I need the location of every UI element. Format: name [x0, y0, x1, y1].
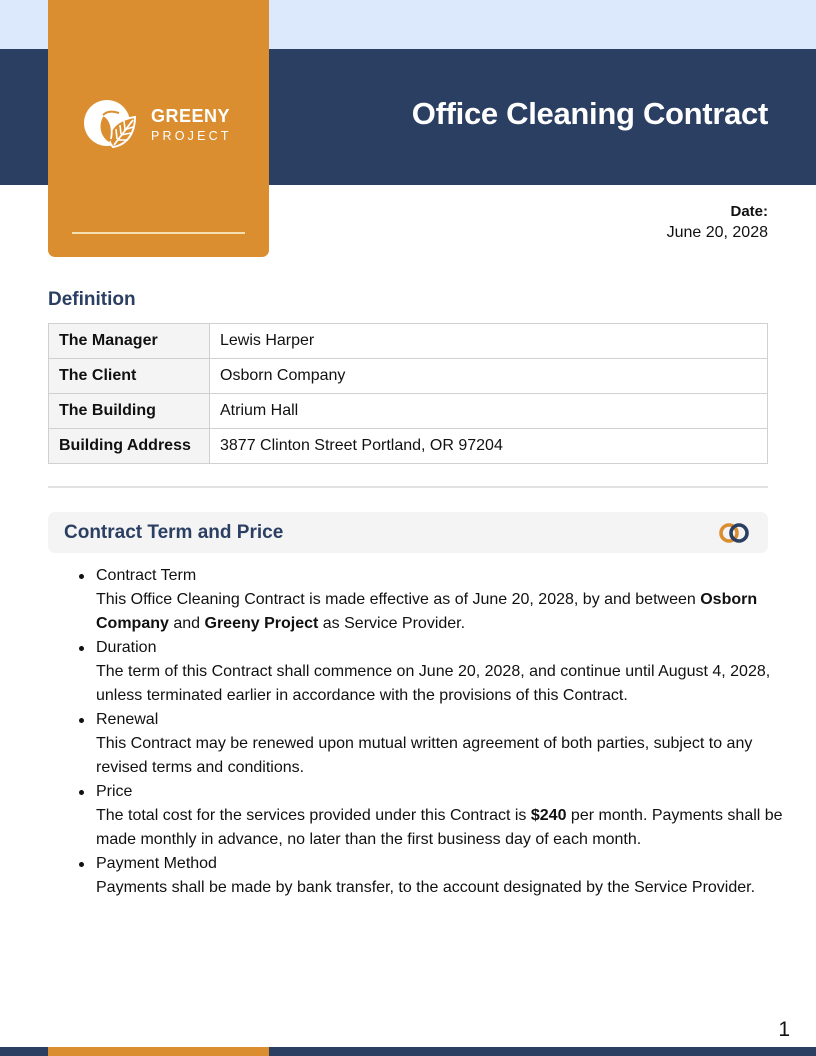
list-item [96, 708, 796, 780]
term-body [96, 876, 796, 900]
term-body [96, 732, 796, 780]
row-key: The Client [49, 359, 210, 394]
list-item [96, 636, 796, 708]
table-row [49, 324, 768, 359]
list-item [96, 852, 796, 900]
logo-name: GREENY [151, 106, 231, 126]
term-text: Payments shall be made by bank transfer, to the account designated by the Service Provider. [96, 879, 756, 896]
term-title: Price [96, 783, 133, 800]
term-text: The total cost for the services provided under this Contract is [96, 807, 531, 824]
row-key: The Manager [49, 324, 210, 359]
table-row [49, 359, 768, 394]
interlocking-rings-icon [718, 522, 752, 544]
row-value: Lewis Harper [210, 324, 768, 359]
row-key: Building Address [49, 429, 210, 464]
date-label: Date: [730, 203, 768, 220]
term-body [96, 588, 796, 636]
term-text: This Office Cleaning Contract is made effective as of June 20, 2028, by and between [96, 591, 701, 608]
term-title: Renewal [96, 711, 159, 728]
logo-subtitle: PROJECT [151, 129, 232, 143]
term-title: Payment Method [96, 855, 217, 872]
row-key: The Building [49, 394, 210, 429]
logo-card [48, 0, 269, 257]
section-divider [48, 486, 768, 488]
logo-underline [72, 232, 245, 234]
date-block [667, 202, 768, 244]
term-text: This Contract may be renewed upon mutual written agreement of both parties, subject to any revised terms and conditions. [96, 735, 753, 776]
table-row [49, 429, 768, 464]
term-emphasis: $240 [530, 807, 567, 824]
term-body [96, 660, 796, 708]
date-value: June 20, 2028 [666, 224, 768, 241]
definition-heading: Definition [48, 289, 136, 310]
term-body [96, 804, 796, 852]
page-number: 1 [778, 1018, 790, 1041]
table-row [49, 394, 768, 429]
term-text: as Service Provider. [318, 615, 466, 632]
footer-accent [48, 1047, 269, 1056]
list-item [96, 780, 796, 852]
contract-terms-list [48, 564, 796, 900]
term-text: The term of this Contract shall commence on June 20, 2028, and continue until August 4, 2028, unless terminated earlier in accordance with the provisions of this Contract. [96, 663, 771, 704]
list-item [96, 564, 796, 636]
contract-section-header [48, 512, 768, 553]
term-emphasis: Osborn Company [96, 591, 758, 632]
row-value: 3877 Clinton Street Portland, OR 97204 [210, 429, 768, 464]
row-value: Atrium Hall [210, 394, 768, 429]
row-value: Osborn Company [210, 359, 768, 394]
document-title: Office Cleaning Contract [411, 96, 768, 131]
term-emphasis: Greeny Project [204, 615, 319, 632]
term-title: Duration [96, 639, 157, 656]
logo [83, 99, 232, 151]
term-text: per month. Payments shall be made monthly in advance, no later than the first business day of each month. [96, 807, 783, 848]
term-title: Contract Term [96, 567, 197, 584]
leaf-sun-icon [83, 99, 139, 151]
contract-section-heading: Contract Term and Price [64, 522, 284, 543]
term-text: and [168, 615, 205, 632]
definition-table [48, 323, 768, 464]
